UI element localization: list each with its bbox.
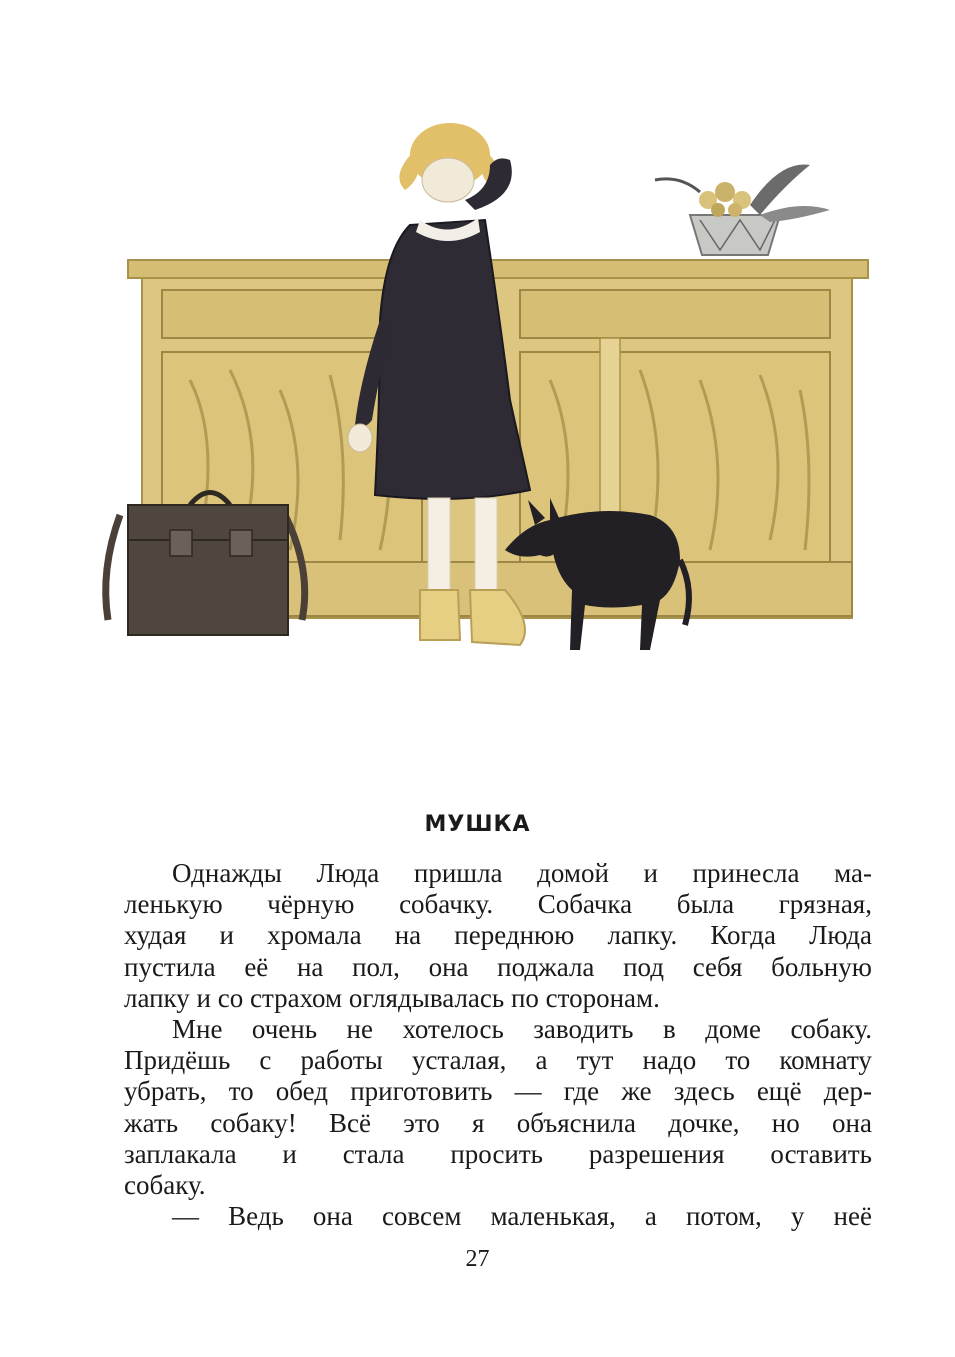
text-line-3: худая и хромала на переднюю лапку. Когда Люда bbox=[124, 920, 872, 951]
text-line-1: Однажды Люда пришла домой и принесла ма- bbox=[172, 858, 872, 888]
text-line-12: — Ведь она совсем маленькая, а потом, у неё bbox=[172, 1201, 872, 1232]
text-line-5: лапку и со страхом оглядывалась по сторонам. bbox=[124, 982, 660, 1013]
text-line-11: собаку. bbox=[124, 1169, 206, 1200]
text-line-9: жать собаку! Всё это я объяснила дочке, но она bbox=[124, 1107, 872, 1138]
page-number: 27 bbox=[465, 1246, 490, 1272]
text-line-2: ленькую чёрную собачку. Собачка была грязная, bbox=[124, 889, 872, 920]
text-line-8: убрать, то обед приготовить — где же здесь ещё дер- bbox=[124, 1076, 872, 1107]
text-line-10: заплакала и стала просить разрешения оставить bbox=[124, 1138, 872, 1169]
story-text bbox=[124, 858, 872, 1232]
flower-pot bbox=[655, 165, 830, 256]
school-bag bbox=[106, 493, 305, 636]
text-line-7: Придёшь с работы усталая, а тут надо то комнату bbox=[124, 1045, 872, 1076]
text-line-6: Мне очень не хотелось заводить в доме собаку. bbox=[172, 1013, 872, 1044]
story-title: МУШКА bbox=[424, 812, 531, 837]
illustration-girl-dog-cabinet bbox=[80, 120, 890, 700]
text-line-4: пустила её на пол, она поджала под себя больную bbox=[124, 951, 872, 982]
